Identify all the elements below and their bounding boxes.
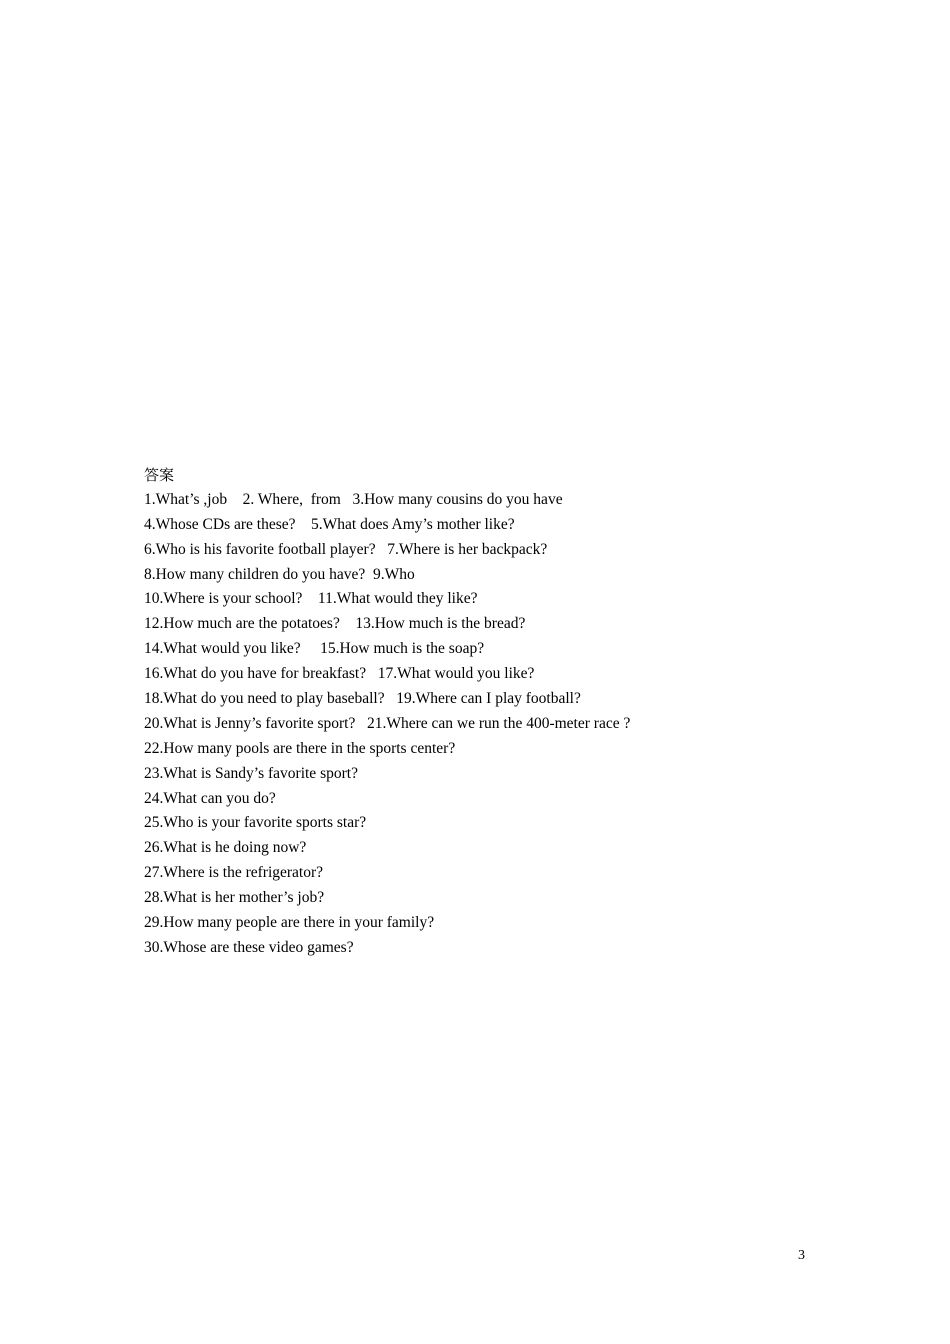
- answer-line: 22.How many pools are there in the sports center?: [144, 739, 456, 757]
- answer-line: 6.Who is his favorite football player? 7.Where is her backpack?: [144, 540, 548, 558]
- answer-heading: 答案: [144, 466, 175, 484]
- answer-line: 26.What is he doing now?: [144, 839, 307, 857]
- answer-line: 23.What is Sandy’s favorite sport?: [144, 764, 358, 782]
- answer-line: 8.How many children do you have? 9.Who: [144, 565, 415, 583]
- answer-line: 14.What would you like? 15.How much is the soap?: [144, 640, 485, 658]
- answer-line: 12.How much are the potatoes? 13.How much is the bread?: [144, 615, 526, 633]
- answer-line: 24.What can you do?: [144, 789, 276, 807]
- answer-line: 4.Whose CDs are these? 5.What does Amy’s mother like?: [144, 515, 515, 533]
- answer-line: 30.Whose are these video games?: [144, 938, 354, 956]
- answer-line: 29.How many people are there in your family?: [144, 914, 435, 932]
- answer-line: 10.Where is your school? 11.What would they like?: [144, 590, 478, 608]
- answer-section: [144, 463, 844, 961]
- answer-line: 1.What’s ,job 2. Where, from 3.How many cousins do you have: [144, 490, 563, 508]
- answer-line: 20.What is Jenny’s favorite sport? 21.Where can we run the 400-meter race ?: [144, 714, 631, 732]
- answer-line: 28.What is her mother’s job?: [144, 889, 325, 907]
- answer-line: 27.Where is the refrigerator?: [144, 864, 324, 882]
- answer-line: 25.Who is your favorite sports star?: [144, 814, 367, 832]
- page-number: 3: [798, 1248, 805, 1263]
- answer-line: 16.What do you have for breakfast? 17.What would you like?: [144, 665, 535, 683]
- answer-line: 18.What do you need to play baseball? 19.Where can I play football?: [144, 690, 581, 708]
